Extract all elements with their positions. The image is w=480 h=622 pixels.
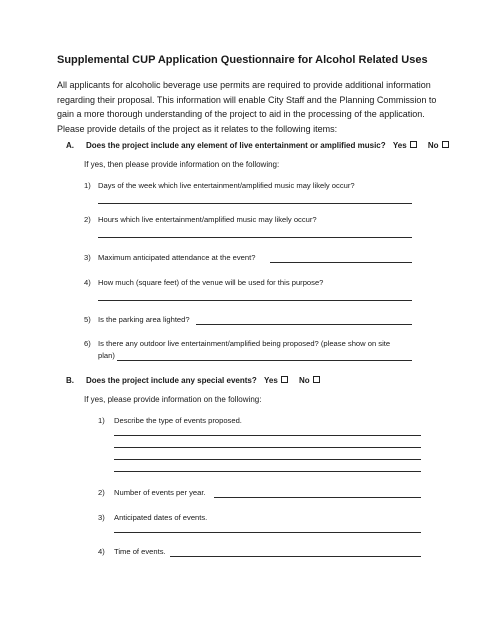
section-a-item-1-number: 1) [84,181,91,190]
section-b-no-label: No [299,376,310,385]
section-a-no-checkbox[interactable] [442,141,449,148]
section-a-item-4-number: 4) [84,278,91,287]
section-b-no-option[interactable] [299,376,320,385]
section-b-item-2-number: 2) [98,488,105,497]
section-a-item-5-text: Is the parking area lighted? [98,315,190,324]
intro-line-2: regarding their proposal. This information will enable City Staff and the Planning Commission to [57,94,437,105]
section-a-item-2-answer-line[interactable] [98,237,412,238]
section-b-marker: B. [66,376,74,385]
section-b-item-1-answer-line-4[interactable] [114,471,421,472]
intro-line-1: All applicants for alcoholic beverage use permits are required to provide additional information [57,80,431,90]
section-a-no-option[interactable] [428,141,449,150]
section-b-yes-option[interactable] [264,376,290,385]
section-b-item-1-answer-line-1[interactable] [114,435,421,436]
section-a-item-1-text: Days of the week which live entertainment/amplified music may likely occur? [98,181,355,190]
section-a-yes-label: Yes [392,141,407,150]
section-b-item-3-text: Anticipated dates of events. [114,513,208,522]
section-b-yes-checkbox[interactable] [281,376,288,383]
section-a-item-4-text: How much (square feet) of the venue will be used for this purpose? [98,278,324,287]
page-title: Supplemental CUP Application Questionnaire for Alcohol Related Uses [57,54,428,66]
section-a-item-3-number: 3) [84,253,91,262]
section-b-question [86,376,320,385]
section-b-item-2-answer-line[interactable] [214,497,421,498]
section-b-item-4-text: Time of events. [114,547,166,556]
section-a-item-2-text: Hours which live entertainment/amplified music may likely occur? [98,215,317,224]
section-b-no-checkbox[interactable] [313,376,320,383]
section-a-followup: If yes, then please provide information on the following: [84,160,280,169]
section-a-item-1-answer-line[interactable] [98,203,412,204]
section-b-item-1-number: 1) [98,416,105,425]
section-b-item-1-answer-line-2[interactable] [114,447,421,448]
section-a-question [86,141,449,150]
section-a-no-label: No [427,141,439,150]
section-a-item-6-text: Is there any outdoor live entertainment/amplified being proposed? (please show on site [98,339,391,348]
section-a-yes-checkbox[interactable] [410,141,417,148]
section-b-item-3-number: 3) [98,513,105,522]
section-a-item-4-answer-line[interactable] [98,300,412,301]
section-b-item-2-text: Number of events per year. [114,488,206,497]
intro-line-4: Please provide details of the project as it relates to the following items: [57,123,338,134]
intro-line-3: gain a more thorough understanding of the project to aid in the processing of the application. [57,109,425,119]
section-b-item-1-text: Describe the type of events proposed. [114,416,242,425]
section-a-marker: A. [66,141,74,150]
section-a-item-3-answer-line[interactable] [270,262,412,263]
section-b-item-1-answer-line-3[interactable] [114,459,421,460]
section-a-item-3-text: Maximum anticipated attendance at the event? [98,253,256,262]
section-a-item-6-text-continued: plan) [98,351,115,360]
section-a-item-2-number: 2) [84,215,91,224]
section-b-yes-label: Yes [263,376,278,385]
section-a-item-6-number: 6) [84,339,91,348]
section-b-followup: If yes, please provide information on the following: [84,395,262,404]
section-a-item-5-number: 5) [84,315,91,324]
section-b-item-4-answer-line[interactable] [170,556,421,557]
section-b-item-3-answer-line[interactable] [114,532,421,533]
section-b-item-4-number: 4) [98,547,105,556]
section-a-item-5-answer-line[interactable] [196,324,412,325]
section-a-question-text: Does the project include any element of live entertainment or amplified music? [86,141,386,150]
section-a-yes-option[interactable] [393,141,419,150]
section-b-question-text: Does the project include any special events? [86,376,257,385]
section-a-item-6-answer-line[interactable] [117,360,412,361]
